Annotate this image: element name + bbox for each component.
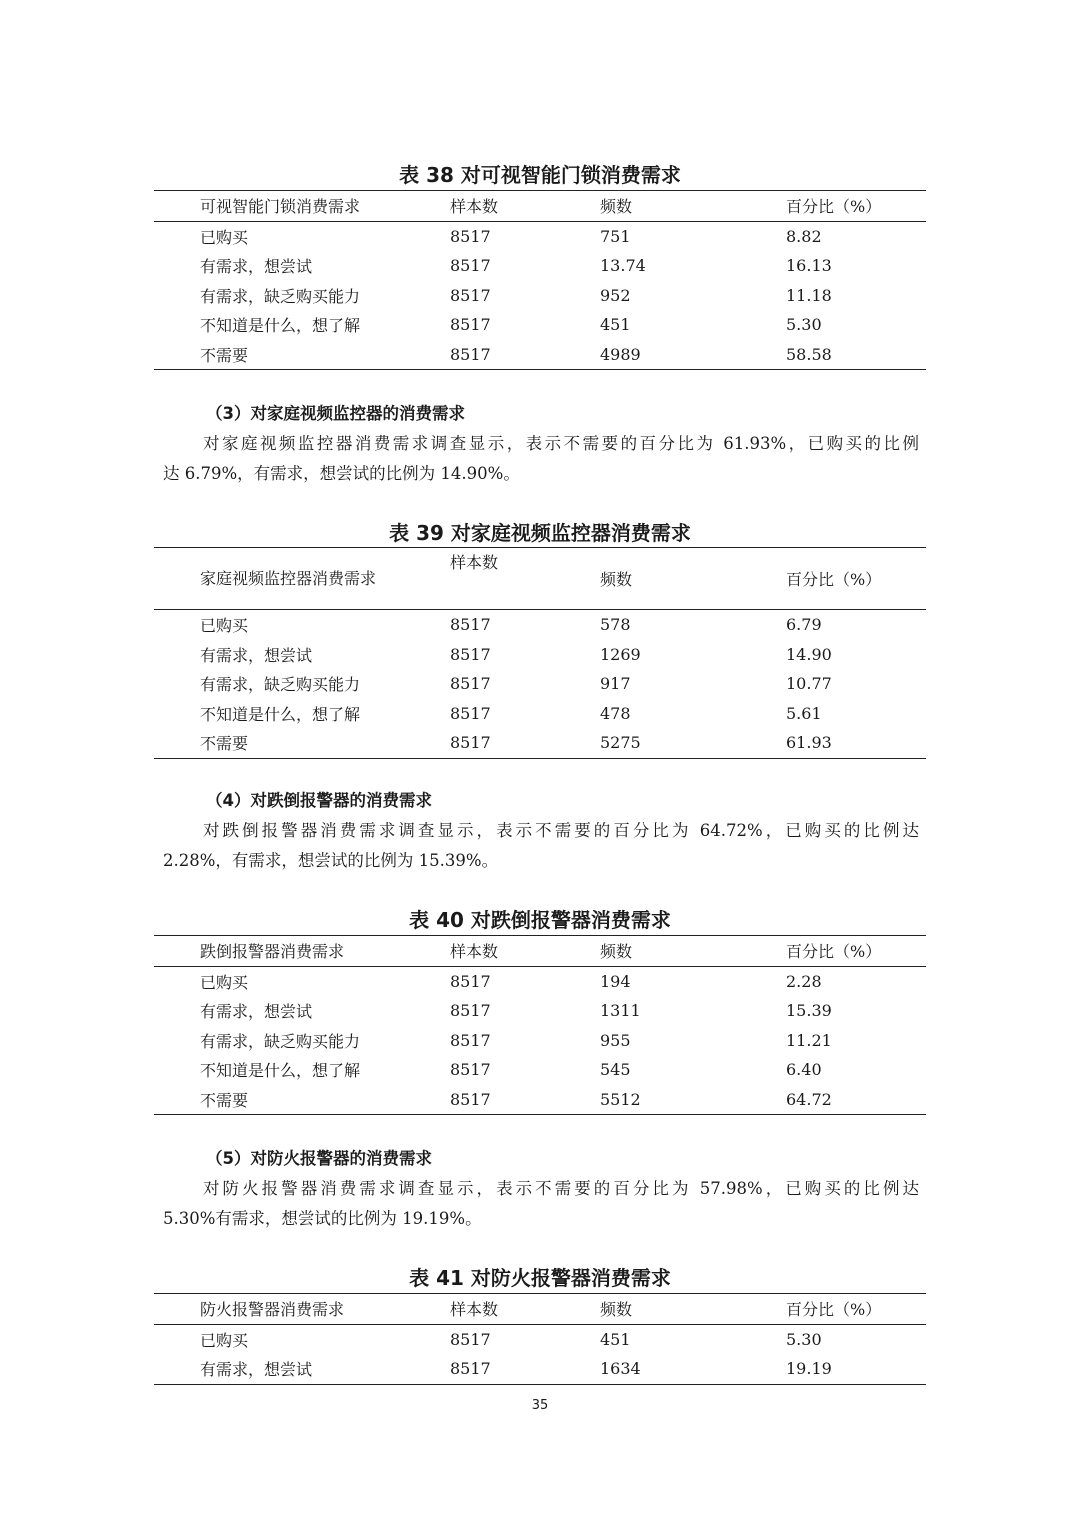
cell: 1311 — [600, 1001, 641, 1021]
cell: 64.72 — [786, 1085, 926, 1115]
table-40-caption: 表 40 对跌倒报警器消费需求 — [409, 908, 671, 932]
cell: 751 — [600, 226, 631, 246]
cell: 955 — [600, 1030, 631, 1050]
cell: 8517 — [450, 971, 491, 991]
paragraph-line: 对防火报警器消费需求调查显示，表示不需要的百分比为 57.98%，已购买的比例达 — [203, 1179, 919, 1198]
cell: 8517 — [450, 615, 491, 635]
page-number: 35 — [531, 1398, 549, 1413]
cell: 8517 — [450, 1354, 600, 1384]
cell: 19.19 — [786, 1354, 926, 1384]
table-header-row — [154, 548, 926, 610]
table-row — [154, 1354, 926, 1384]
table-41-caption: 表 41 对防火报警器消费需求 — [409, 1266, 671, 1290]
cell: 有需求，想尝试 — [200, 645, 313, 665]
section-3-title: （3）对家庭视频监控器的消费需求 — [206, 404, 465, 423]
table-40 — [154, 935, 926, 1115]
cell: 5.61 — [786, 703, 822, 723]
cell: 10.77 — [786, 674, 832, 694]
cell: 8517 — [450, 226, 491, 246]
cell: 8517 — [450, 256, 491, 276]
header-sample-size: 样本数 — [450, 1294, 600, 1325]
table-row — [154, 996, 926, 1026]
table-row — [154, 699, 926, 729]
cell: 不知道是什么，想了解 — [200, 1061, 361, 1081]
cell: 不知道是什么，想了解 — [200, 316, 361, 336]
cell: 11.18 — [786, 285, 832, 305]
cell: 不知道是什么，想了解 — [200, 704, 361, 724]
table-row — [154, 610, 926, 640]
cell: 不需要 — [154, 340, 450, 370]
cell: 5512 — [600, 1085, 786, 1115]
cell: 451 — [600, 1329, 631, 1349]
cell: 952 — [600, 285, 631, 305]
cell: 有需求，缺乏购买能力 — [200, 286, 361, 306]
header-sample-size: 样本数 — [450, 936, 600, 967]
cell: 8517 — [450, 703, 491, 723]
cell: 5275 — [600, 728, 786, 758]
header-percent: 百分比（%） — [786, 936, 926, 967]
paragraph-line: 5.30%有需求，想尝试的比例为 19.19%。 — [163, 1209, 482, 1228]
table-38 — [154, 190, 926, 370]
table-row — [154, 251, 926, 281]
table-row — [154, 728, 926, 758]
section-5-paragraph — [163, 1174, 919, 1234]
cell: 917 — [600, 674, 631, 694]
header-category: 家庭视频监控器消费需求 — [154, 548, 450, 610]
paragraph-line: 对跌倒报警器消费需求调查显示，表示不需要的百分比为 64.72%，已购买的比例达 — [203, 821, 919, 840]
cell: 2.28 — [786, 971, 822, 991]
cell: 8517 — [450, 728, 600, 758]
cell: 11.21 — [786, 1030, 832, 1050]
table-39-caption: 表 39 对家庭视频监控器消费需求 — [389, 521, 691, 545]
cell: 已购买 — [200, 1330, 249, 1350]
header-percent: 百分比（%） — [786, 548, 926, 610]
cell: 5.30 — [786, 1329, 822, 1349]
cell: 14.90 — [786, 644, 832, 664]
cell: 15.39 — [786, 1001, 832, 1021]
cell: 58.58 — [786, 340, 926, 370]
table-row — [154, 966, 926, 996]
table-38-caption: 表 38 对可视智能门锁消费需求 — [399, 163, 681, 187]
table-39 — [154, 547, 926, 759]
cell: 6.40 — [786, 1060, 822, 1080]
cell: 8517 — [450, 1001, 491, 1021]
cell: 578 — [600, 615, 631, 635]
table-row — [154, 1324, 926, 1354]
table-row — [154, 1026, 926, 1056]
table-header-row — [154, 191, 926, 222]
cell: 8.82 — [786, 226, 822, 246]
table-row — [154, 310, 926, 340]
table-row — [154, 1055, 926, 1085]
table-row — [154, 669, 926, 699]
cell: 8517 — [450, 644, 491, 664]
cell: 已购买 — [200, 227, 249, 247]
table-header-row — [154, 1294, 926, 1325]
table-row — [154, 640, 926, 670]
header-sample-size: 样本数 — [450, 191, 600, 222]
section-4-title: （4）对跌倒报警器的消费需求 — [206, 791, 432, 810]
cell: 8517 — [450, 315, 491, 335]
header-frequency: 频数 — [600, 191, 786, 222]
header-percent: 百分比（%） — [786, 191, 926, 222]
paragraph-line: 达 6.79%，有需求，想尝试的比例为 14.90%。 — [163, 464, 520, 483]
cell: 451 — [600, 315, 631, 335]
header-sample-size: 样本数 — [450, 548, 600, 610]
cell: 已购买 — [200, 972, 249, 992]
cell: 194 — [600, 971, 631, 991]
header-category: 可视智能门锁消费需求 — [154, 191, 450, 222]
cell: 8517 — [450, 285, 491, 305]
table-header-row — [154, 936, 926, 967]
cell: 不需要 — [154, 728, 450, 758]
paragraph-line: 2.28%，有需求，想尝试的比例为 15.39%。 — [163, 851, 499, 870]
cell: 有需求，缺乏购买能力 — [200, 675, 361, 695]
table-row — [154, 221, 926, 251]
cell: 6.79 — [786, 615, 822, 635]
header-frequency: 频数 — [600, 1294, 786, 1325]
cell: 有需求，想尝试 — [200, 257, 313, 277]
section-5-title: （5）对防火报警器的消费需求 — [206, 1149, 432, 1168]
header-category: 防火报警器消费需求 — [154, 1294, 450, 1325]
cell: 61.93 — [786, 728, 926, 758]
header-percent: 百分比（%） — [786, 1294, 926, 1325]
cell: 8517 — [450, 1085, 600, 1115]
cell: 有需求，想尝试 — [154, 1354, 450, 1384]
cell: 不需要 — [154, 1085, 450, 1115]
cell: 有需求，缺乏购买能力 — [200, 1031, 361, 1051]
cell: 8517 — [450, 1060, 491, 1080]
cell: 5.30 — [786, 315, 822, 335]
paragraph-line: 对家庭视频监控器消费需求调查显示，表示不需要的百分比为 61.93%，已购买的比例 — [203, 434, 919, 453]
section-3-paragraph — [163, 429, 919, 489]
cell: 545 — [600, 1060, 631, 1080]
cell: 8517 — [450, 340, 600, 370]
cell: 8517 — [450, 674, 491, 694]
cell: 8517 — [450, 1329, 491, 1349]
table-row — [154, 340, 926, 370]
cell: 1634 — [600, 1354, 786, 1384]
section-4-paragraph — [163, 816, 919, 876]
header-frequency: 频数 — [600, 548, 786, 610]
cell: 13.74 — [600, 256, 646, 276]
table-row — [154, 1085, 926, 1115]
table-row — [154, 281, 926, 311]
cell: 1269 — [600, 644, 641, 664]
cell: 4989 — [600, 340, 786, 370]
header-category: 跌倒报警器消费需求 — [154, 936, 450, 967]
cell: 有需求，想尝试 — [200, 1002, 313, 1022]
cell: 8517 — [450, 1030, 491, 1050]
cell: 478 — [600, 703, 631, 723]
table-41 — [154, 1293, 926, 1385]
cell: 16.13 — [786, 256, 832, 276]
cell: 已购买 — [200, 616, 249, 636]
header-frequency: 频数 — [600, 936, 786, 967]
